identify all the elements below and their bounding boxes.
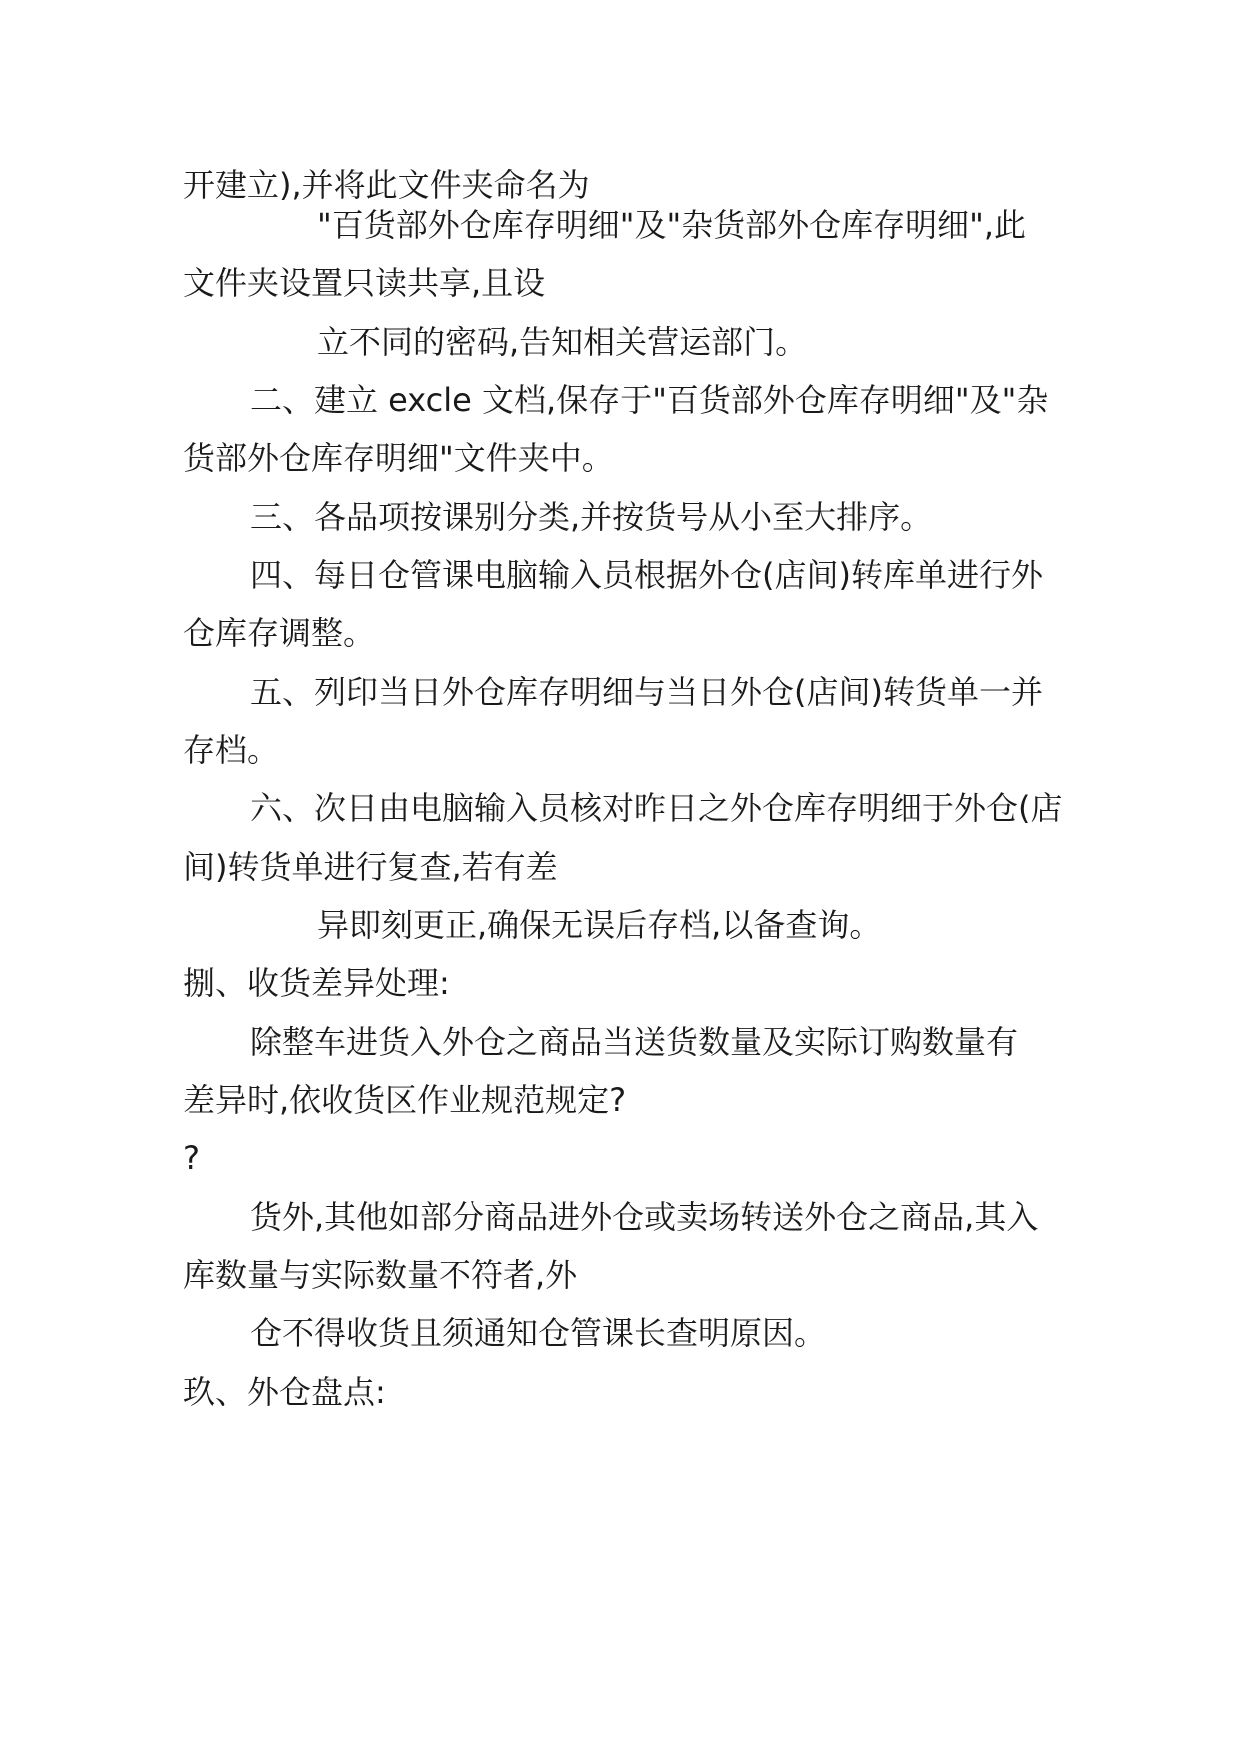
text-line: 三、各品项按课别分类,并按货号从小至大排序。 xyxy=(250,498,933,536)
text-line: "百货部外仓库存明细"及"杂货部外仓库存明细",此 xyxy=(317,206,1027,244)
text-line: 开建立),并将此文件夹命名为 xyxy=(183,166,590,204)
text-line: 货外,其他如部分商品进外仓或卖场转送外仓之商品,其入 xyxy=(250,1198,1039,1236)
section-heading: 玖、外仓盘点: xyxy=(183,1373,386,1411)
text-line: 差异时,依收货区作业规范规定? xyxy=(183,1081,627,1119)
text-line: 货部外仓库存明细"文件夹中。 xyxy=(183,439,614,477)
section-heading: 捌、收货差异处理: xyxy=(183,964,450,1002)
text-line: 仓库存调整。 xyxy=(183,614,376,652)
text-line: 仓不得收货且须通知仓管课长查明原因。 xyxy=(250,1314,827,1352)
text-line: 六、次日由电脑输入员核对昨日之外仓库存明细于外仓(店 xyxy=(250,789,1063,827)
text-line: 异即刻更正,确保无误后存档,以备查询。 xyxy=(317,906,882,944)
text-line: 四、每日仓管课电脑输入员根据外仓(店间)转库单进行外 xyxy=(250,556,1043,594)
text-line: 立不同的密码,告知相关营运部门。 xyxy=(317,323,808,361)
text-line: 库数量与实际数量不符者,外 xyxy=(183,1256,578,1294)
text-line: 间)转货单进行复查,若有差 xyxy=(183,848,558,886)
text-line: 文件夹设置只读共享,且设 xyxy=(183,264,546,302)
text-line: 存档。 xyxy=(183,731,280,769)
text-line: 五、列印当日外仓库存明细与当日外仓(店间)转货单一并 xyxy=(250,673,1043,711)
text-line: 除整车进货入外仓之商品当送货数量及实际订购数量有 xyxy=(250,1023,1019,1061)
text-line: 二、建立 excle 文档,保存于"百货部外仓库存明细"及"杂 xyxy=(250,381,1049,419)
text-line: ? xyxy=(183,1139,200,1177)
